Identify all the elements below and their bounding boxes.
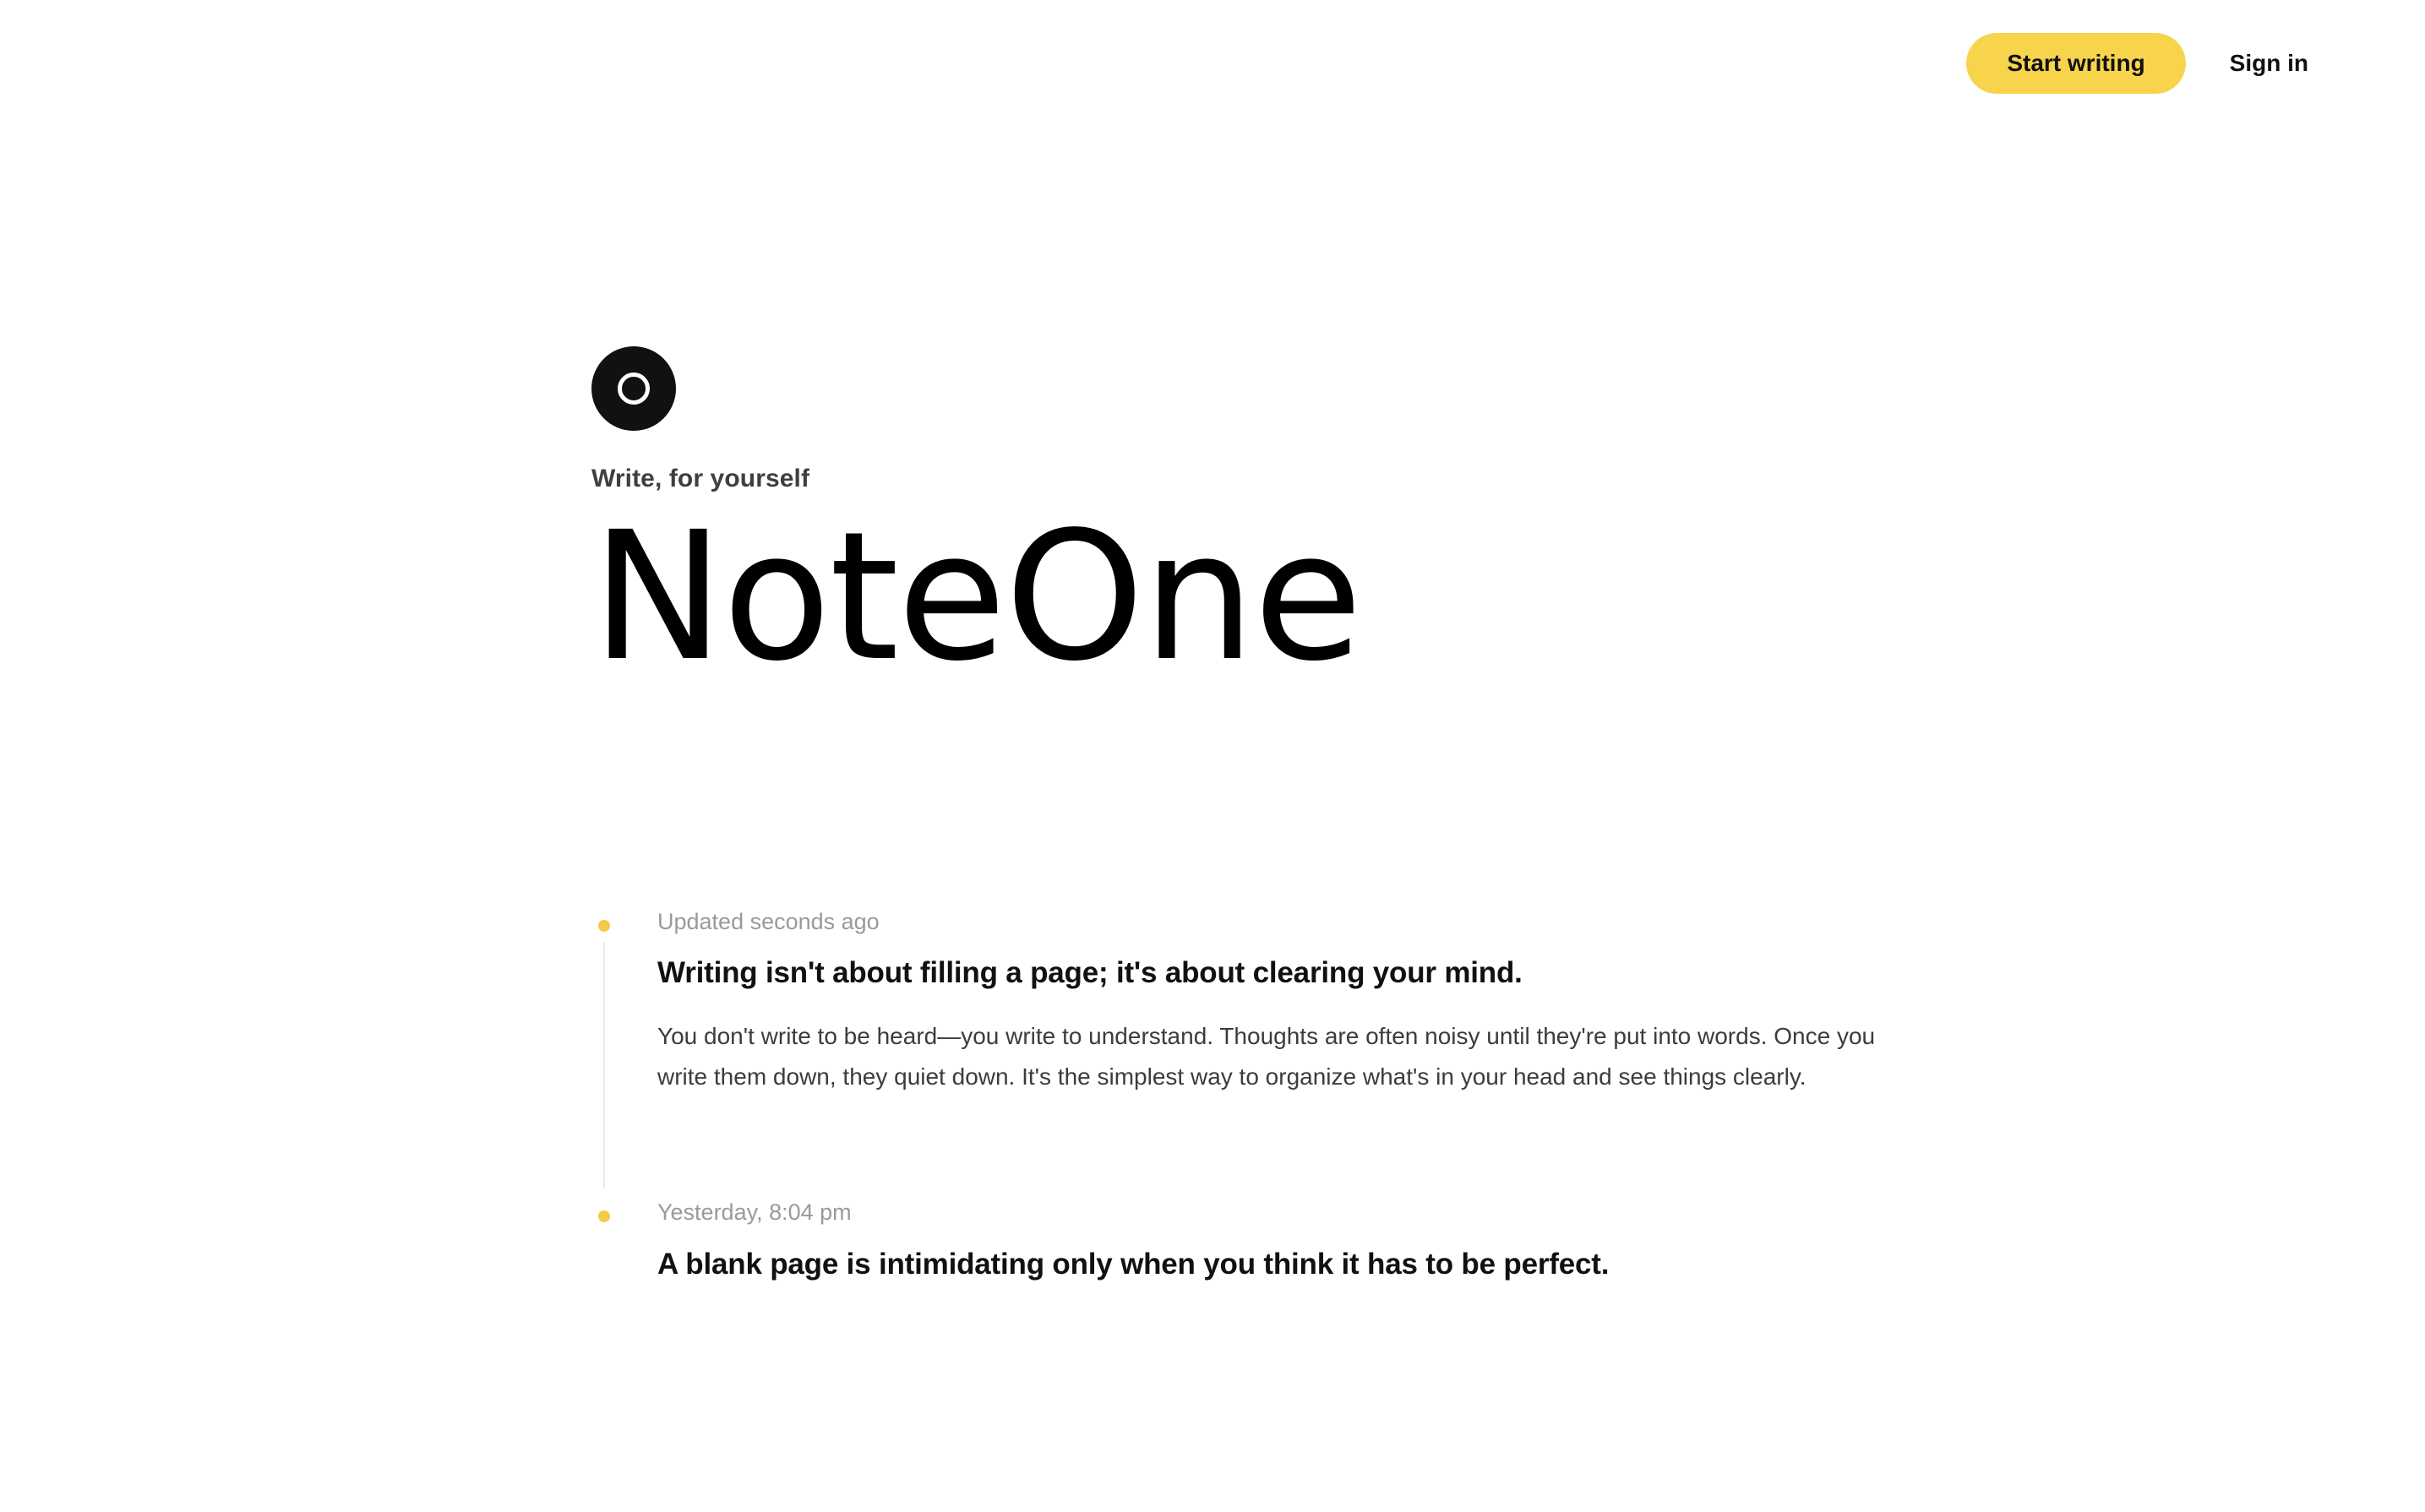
sign-in-button[interactable]: Sign in: [2215, 40, 2324, 87]
logo-inner-ring: [618, 373, 650, 405]
list-item[interactable]: [591, 1199, 1943, 1384]
note-title: Writing isn't about filling a page; it's about clearing your mind.: [657, 956, 1523, 990]
circle-ring-icon: [591, 346, 676, 431]
top-navigation: [0, 0, 2425, 127]
note-title: A blank page is intimidating only when you think it has to be perfect.: [657, 1247, 1610, 1281]
notes-feed: [591, 908, 1943, 1384]
note-timestamp: Updated seconds ago: [657, 909, 880, 934]
hero-tagline: Write, for yourself: [591, 465, 810, 492]
note-timestamp: Yesterday, 8:04 pm: [657, 1199, 852, 1226]
note-body: You don't write to be heard—you write to understand. Thoughts are often noisy until they're put into words. Once you write them down, they quiet down. It's the simplest way to organize what's in your head and see things clearly.: [657, 1022, 1876, 1090]
hero-section: [591, 346, 1774, 700]
timeline-rail: [603, 942, 605, 1188]
start-writing-button[interactable]: Start writing: [1966, 33, 2185, 94]
list-item[interactable]: [591, 908, 1943, 1199]
page-title: NoteOne: [591, 493, 1361, 700]
